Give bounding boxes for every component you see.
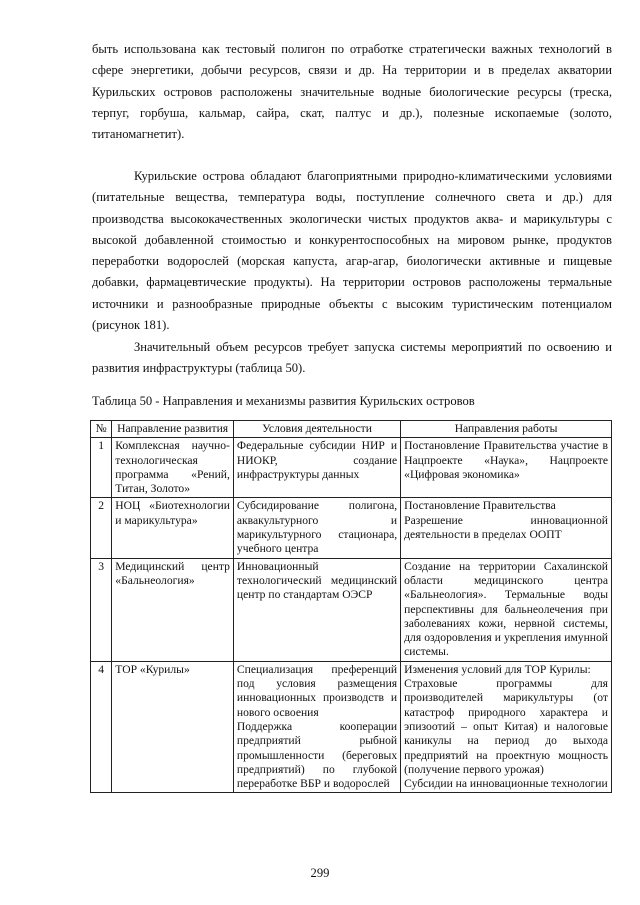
condition-item: Федеральные субсидии НИР и НИОКР, создание инфраструктуры данных [236, 439, 398, 481]
page-number: 299 [310, 866, 330, 880]
work-item: Страховые программы для производителей марикультуры (от катастроф природного характера и эпизоотий – опыт Китая) и налоговые каникулы на период до выхода предприятий на проектную мощность (получение первого урожая) [404, 677, 608, 776]
row-direction: ТОР «Курилы» [112, 661, 234, 793]
work-item: Постановление Правительства участие в Нацпроекте «Наука», Нацпроекте «Цифровая экономика» [404, 439, 608, 481]
condition-item: Инновационный технологический медицинский центр по стандартам ОЭСР [236, 559, 398, 602]
table-header-row [91, 421, 612, 438]
paragraph-1: быть использована как тестовый полигон по отработке стратегически важных технологий в сфере энергетики, добычи ресурсов, связи и др. На территории и в пределах акватории Курильских островов расположены значительные водные биологические ресурсы (треска, терпуг, горбуша, кальмар, сайра, скат, палтус и др.), полезные ископаемые (золото, титаномагнетит). [92, 42, 612, 142]
row-number: 2 [91, 498, 112, 558]
work-item: Изменения условий для ТОР Курилы: [404, 662, 591, 676]
table-row [91, 498, 612, 558]
row-direction: Комплексная научно-технологическая программа «Рений, Титан, Золото» [112, 438, 234, 498]
row-work [401, 558, 612, 661]
condition-item: Субсидирование полигона, аквакультурного и марикультурного стационара, учебного центра [236, 499, 398, 556]
work-item: Постановление Правительства [404, 499, 556, 513]
row-conditions [233, 438, 400, 498]
row-conditions [233, 558, 400, 661]
work-item: Создание на территории Сахалинской области медицинского центра «Бальнеология». Термальные воды перспективны для бальнеолечения при заболеваниях кожи, нервной системы, для оздоровления и укрепления имунной системы. [404, 559, 608, 659]
table-row [91, 438, 612, 498]
table-row [91, 558, 612, 661]
row-work [401, 438, 612, 498]
row-conditions [233, 498, 400, 558]
row-work [401, 661, 612, 793]
header-direction: Направление развития [112, 421, 234, 438]
condition-item: Специализация преференций под условия размещения инновационных производств и нового освоения [236, 662, 398, 719]
row-number: 1 [91, 438, 112, 498]
work-item: Разрешение инновационной деятельности в пределах ООПТ [404, 513, 608, 542]
table-caption: Таблица 50 - Направления и механизмы развития Курильских островов [92, 394, 475, 408]
table-row [91, 661, 612, 793]
header-number: № [91, 421, 112, 438]
work-item: Субсидии на инновационные технологии [404, 777, 608, 791]
header-conditions: Условия деятельности [233, 421, 400, 438]
paragraph-3: Значительный объем ресурсов требует запуска системы мероприятий по освоению и развития инфраструктуры (таблица 50). [92, 340, 612, 376]
row-number: 3 [91, 558, 112, 661]
development-table [90, 420, 612, 793]
row-conditions [233, 661, 400, 793]
condition-item: Поддержка кооперации предприятий рыбной промышленности (береговых предприятий) по глубокой переработке ВБР и водорослей [236, 719, 398, 791]
paragraph-2: Курильские острова обладают благоприятными природно-климатическими условиями (питательные вещества, температура воды, поступление солнечного света и др.) для производства высококачественных экологически чистых продуктов аква- и марикультуры с высокой добавленной стоимостью и конкурентоспособных на мировом рынке, продуктов переработки водорослей (морская капуста, агар-агар, биологически активные и пищевые добавки, фармацевтические продукты). На территории островов расположены термальные источники и разнообразные природные объекты с высоким туристическим потенциалом (рисунок 181). [92, 169, 612, 333]
header-work: Направления работы [401, 421, 612, 438]
row-direction: Медицинский центр «Бальнеология» [112, 558, 234, 661]
row-number: 4 [91, 661, 112, 793]
row-direction: НОЦ «Биотехнологии и марикультура» [112, 498, 234, 558]
row-work [401, 498, 612, 558]
